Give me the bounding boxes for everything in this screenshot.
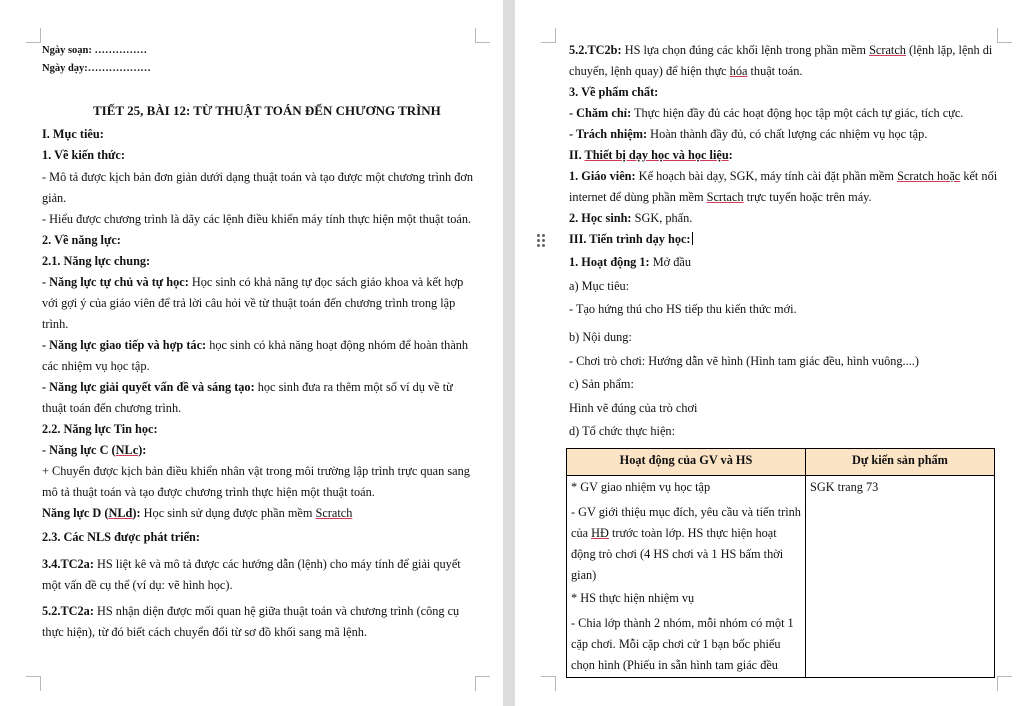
table-cell-product [806,476,995,678]
table-line: * GV giao nhiệm vụ học tập [571,480,711,494]
heading-knowledge: 1. Về kiến thức: [42,148,125,162]
product-text: Hình vẽ đúng của trò chơi [569,401,698,415]
table-line: chọn hình (Phiếu in sẵn hình tam giác đều [571,658,778,672]
heading-general-competence: 2.1. Năng lực chung: [42,254,151,268]
table-cell-activity [567,476,806,678]
product-label: c) Sản phẩm: [569,377,634,391]
heading-procedure[interactable]: III. Tiến trình dạy học: [569,232,691,246]
crop-mark [475,676,490,691]
nls-5-2-tc2b: 5.2.TC2b: HS lựa chọn đúng các khối lệnh trong phần mềm Scratch (lệnh lặp, lệnh di [569,43,993,57]
crop-mark [26,676,41,691]
quality-responsible: - Trách nhiệm: Hoàn thành đầy đủ, có chất lượng các nhiệm vụ học tập. [569,127,928,141]
nls-5-2-tc2a: 5.2.TC2a: HS nhận diện được mối quan hệ giữa thuật toán và chương trình (công cụ [42,604,460,618]
activity-1: 1. Hoạt động 1: Mở đầu [569,255,691,269]
competence-line: với gợi ý của giáo viên để trả lời câu hỏi về từ thuật toán đến chương trình trong lập [42,296,456,310]
competence-d: Năng lực D (NLd): Học sinh sử dụng được phần mềm Scratch [42,506,353,520]
quality-diligent: - Chăm chỉ: Thực hiện đầy đủ các hoạt động học tập một cách tự giác, tích cực. [569,106,964,120]
table-line: - GV giới thiệu mục đích, yêu cầu và tiến trình [571,505,801,519]
nls-line: thực hiện), từ đó biết cách chuyển đổi từ sơ đồ khối sang mã lệnh. [42,625,367,639]
organization-label: d) Tổ chức thực hiện: [569,424,675,438]
equipment-teacher: 1. Giáo viên: Kế hoạch bài dạy, SGK, máy tính cài đặt phần mềm Scratch hoặc kết nối [569,169,998,183]
equipment-student: 2. Học sinh: SGK, phấn. [569,211,693,225]
competence-c-line: + Chuyển được kịch bản điều khiển nhân vật trong môi trường lập trình trực quan sang [42,464,470,478]
lesson-title: TIẾT 25, BÀI 12: TỪ THUẬT TOÁN ĐẾN CHƯƠNG TRÌNH [93,103,441,118]
heading-qualities: 3. Về phẩm chất: [569,85,659,99]
table-header-product: Dự kiến sản phẩm [806,449,995,476]
table-line: cặp chơi. Mỗi cặp chơi cử 1 bạn bốc phiếu [571,637,781,651]
heading-objectives: I. Mục tiêu: [42,127,104,141]
table-line: SGK trang 73 [810,480,879,494]
competence-problem-solving: - Năng lực giải quyết vấn đề và sáng tạo: học sinh đưa ra thêm một số ví dụ về từ [42,380,453,394]
knowledge-line: - Mô tả được kịch bản đơn giản dưới dạng thuật toán và tạo được một chương trình đơn [42,170,474,184]
nls-line: một vấn đề cụ thể (ví dụ: vẽ hình học). [42,578,233,592]
content-label: b) Nội dung: [569,330,632,344]
knowledge-line: giản. [42,191,67,205]
heading-competence: 2. Về năng lực: [42,233,121,247]
competence-line: trình. [42,317,69,331]
heading-digital-competence: 2.3. Các NLS được phát triển: [42,530,200,544]
activity-table [566,448,995,678]
table-line: * HS thực hiện nhiệm vụ [571,591,695,605]
table-header-activity: Hoạt động của GV và HS [567,449,806,476]
objective-label: a) Mục tiêu: [569,279,630,293]
competence-communication: - Năng lực giao tiếp và hợp tác: học sinh có khả năng hoạt động nhóm để hoàn thành [42,338,469,352]
equipment-line: internet để dùng phần mềm Scrtach trực tuyến hoặc trên máy. [569,190,872,204]
objective-text: - Tạo hứng thú cho HS tiếp thu kiến thức mới. [569,302,797,316]
nls-3-4-tc2a: 3.4.TC2a: HS liệt kê và mô tả được các hướng dẫn (lệnh) cho máy tính để giải quyết [42,557,461,571]
crop-mark [541,676,556,691]
table-line: - Chia lớp thành 2 nhóm, mỗi nhóm có một 1 [571,616,794,630]
table-line: động trò chơi (4 HS chơi và 1 HS bấm thời [571,547,784,561]
competence-self-study: - Năng lực tự chủ và tự học: Học sinh có khả năng tự đọc sách giáo khoa và kết hợp [42,275,464,289]
heading-it-competence: 2.2. Năng lực Tin học: [42,422,158,436]
knowledge-line: - Hiểu được chương trình là dãy các lệnh điều khiển máy tính thực hiện một thuật toán. [42,212,472,226]
crop-mark [26,28,41,43]
date-prep: Ngày soạn: …………… [42,45,148,56]
heading-equipment: II. Thiết bị dạy học và học liệu: [569,148,733,162]
competence-line: các nhiệm vụ học tập. [42,359,150,373]
content-text: - Chơi trò chơi: Hướng dẫn vẽ hình (Hình tam giác đều, hình vuông....) [569,354,919,368]
competence-c-line: mô tả thuật toán và tạo được chương trình thực hiện một thuật toán. [42,485,375,499]
crop-mark [997,28,1012,43]
nls-line: chuyển, lệnh quay) để hiện thực hóa thuật toán. [569,64,803,78]
table-line: của HĐ trước toàn lớp. HS thực hiện hoạt [571,526,777,540]
crop-mark [475,28,490,43]
crop-mark [997,676,1012,691]
table-line: gian) [571,568,597,582]
text-cursor [692,232,693,245]
competence-line: thuật toán đến chương trình. [42,401,182,415]
page-gap [503,0,515,706]
crop-mark [541,28,556,43]
competence-c: - Năng lực C (NLc): [42,443,147,457]
date-teach: Ngày dạy:……………… [42,63,151,74]
drag-handle-icon[interactable] [537,233,547,249]
